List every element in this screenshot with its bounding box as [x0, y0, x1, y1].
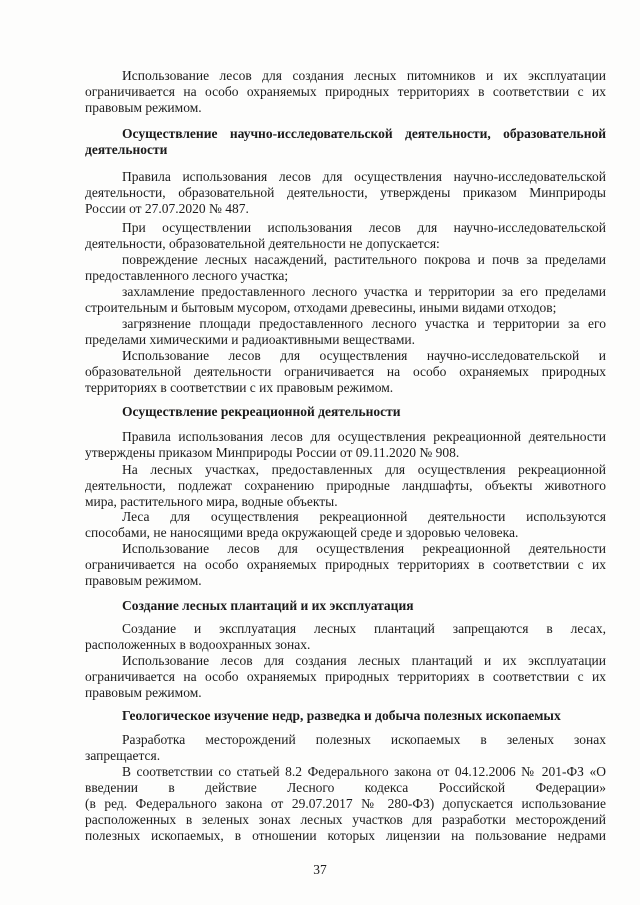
- page-number: 37: [313, 862, 327, 877]
- text-line: захламление предоставленного лесного участка и территории за его пределами: [122, 284, 606, 299]
- paragraph: [85, 68, 606, 116]
- text-line: мира, растительного мира, водные объекты.: [85, 494, 338, 509]
- text-line: территориях в соответствии с их правовым режимом.: [85, 380, 394, 395]
- heading-line: деятельности: [85, 142, 168, 157]
- paragraph: [85, 316, 606, 348]
- text-line: Использование лесов для осуществления научно-исследовательской и: [122, 348, 606, 363]
- paragraph: [85, 653, 606, 701]
- heading-line: Создание лесных плантаций и их эксплуатация: [122, 598, 414, 613]
- paragraph: [85, 509, 606, 541]
- heading-line: Осуществление рекреационной деятельности: [122, 404, 401, 419]
- text-line: расположенных в водоохранных зонах.: [85, 637, 311, 652]
- text-line: расположенных в зеленых зонах лесных участков для разработки месторождений: [85, 812, 606, 827]
- text-line: образовательной деятельности ограничивается на особо охраняемых природных: [85, 364, 606, 379]
- section-heading: [85, 404, 606, 420]
- text-line: правовым режимом.: [85, 100, 202, 115]
- heading-line: Геологическое изучение недр, разведка и добыча полезных ископаемых: [122, 708, 561, 723]
- paragraph: [85, 169, 606, 217]
- paragraph: [85, 764, 606, 844]
- text-line: запрещается.: [85, 748, 161, 763]
- text-line: деятельности, подлежат сохранению природные ландшафты, объекты животного: [85, 478, 606, 493]
- paragraph: [85, 541, 606, 589]
- section-heading: [85, 598, 606, 614]
- section-heading: [85, 708, 606, 724]
- text-line: Разработка месторождений полезных ископаемых в зеленых зонах: [122, 732, 606, 747]
- text-line: деятельности, образовательной деятельности не допускается:: [85, 236, 440, 251]
- text-line: правовым режимом.: [85, 573, 202, 588]
- paragraph: [85, 252, 606, 284]
- section-heading: [85, 126, 606, 158]
- text-line: утверждены приказом Минприроды России от 09.11.2020 № 908.: [85, 445, 460, 460]
- text-line: повреждение лесных насаждений, растительного покрова и почв за пределами: [122, 252, 606, 267]
- text-line: Создание и эксплуатация лесных плантаций запрещаются в лесах,: [122, 621, 606, 636]
- heading-line: Осуществление научно-исследовательской деятельности, образовательной: [122, 126, 606, 141]
- text-line: ограничивается на особо охраняемых природных территориях в соответствии с их: [85, 669, 606, 684]
- paragraph: [85, 348, 606, 396]
- paragraph: [85, 284, 606, 316]
- text-line: предоставленного лесного участка;: [85, 268, 289, 283]
- text-line: ограничивается на особо охраняемых природных территориях в соответствии с их: [85, 84, 606, 99]
- text-line: Правила использования лесов для осуществления рекреационной деятельности: [122, 429, 606, 444]
- text-line: В соответствии со статьей 8.2 Федерального закона от 04.12.2006 № 201-ФЗ «О: [122, 764, 606, 779]
- text-line: строительным и бытовым мусором, отходами древесины, иными видами отходов;: [85, 300, 557, 315]
- text-line: пределами химическими и радиоактивными веществами.: [85, 332, 416, 347]
- text-line: правовым режимом.: [85, 685, 202, 700]
- text-line: загрязнение площади предоставленного лесного участка и территории за его: [122, 316, 606, 331]
- paragraph: [85, 429, 606, 461]
- text-line: Использование лесов для осуществления рекреационной деятельности: [122, 541, 606, 556]
- paragraph: [85, 220, 606, 252]
- text-line: Правила использования лесов для осуществления научно-исследовательской: [122, 169, 606, 184]
- text-line: Использование лесов для создания лесных питомников и их эксплуатации: [122, 68, 606, 83]
- text-line: полезных ископаемых, в отношении которых лицензии на пользование недрами: [85, 828, 606, 843]
- text-line: деятельности, образовательной деятельности, утверждены приказом Минприроды: [85, 185, 606, 200]
- paragraph: [85, 462, 606, 510]
- text-line: России от 27.07.2020 № 487.: [85, 201, 249, 216]
- text-line: способами, не наносящими вреда окружающей среде и здоровью человека.: [85, 525, 519, 540]
- paragraph: [85, 732, 606, 764]
- text-line: ограничивается на особо охраняемых природных территориях в соответствии с их: [85, 557, 606, 572]
- text-line: введении в действие Лесного кодекса Российской Федерации»: [85, 780, 606, 795]
- text-line: Использование лесов для создания лесных плантаций и их эксплуатации: [122, 653, 606, 668]
- text-line: При осуществлении использования лесов для научно-исследовательской: [122, 220, 606, 235]
- text-line: Леса для осуществления рекреационной деятельности используются: [122, 509, 606, 524]
- text-line: (в ред. Федерального закона от 29.07.2017 № 280-ФЗ) допускается использование: [85, 796, 606, 811]
- text-line: На лесных участках, предоставленных для осуществления рекреационной: [122, 462, 606, 477]
- paragraph: [85, 621, 606, 653]
